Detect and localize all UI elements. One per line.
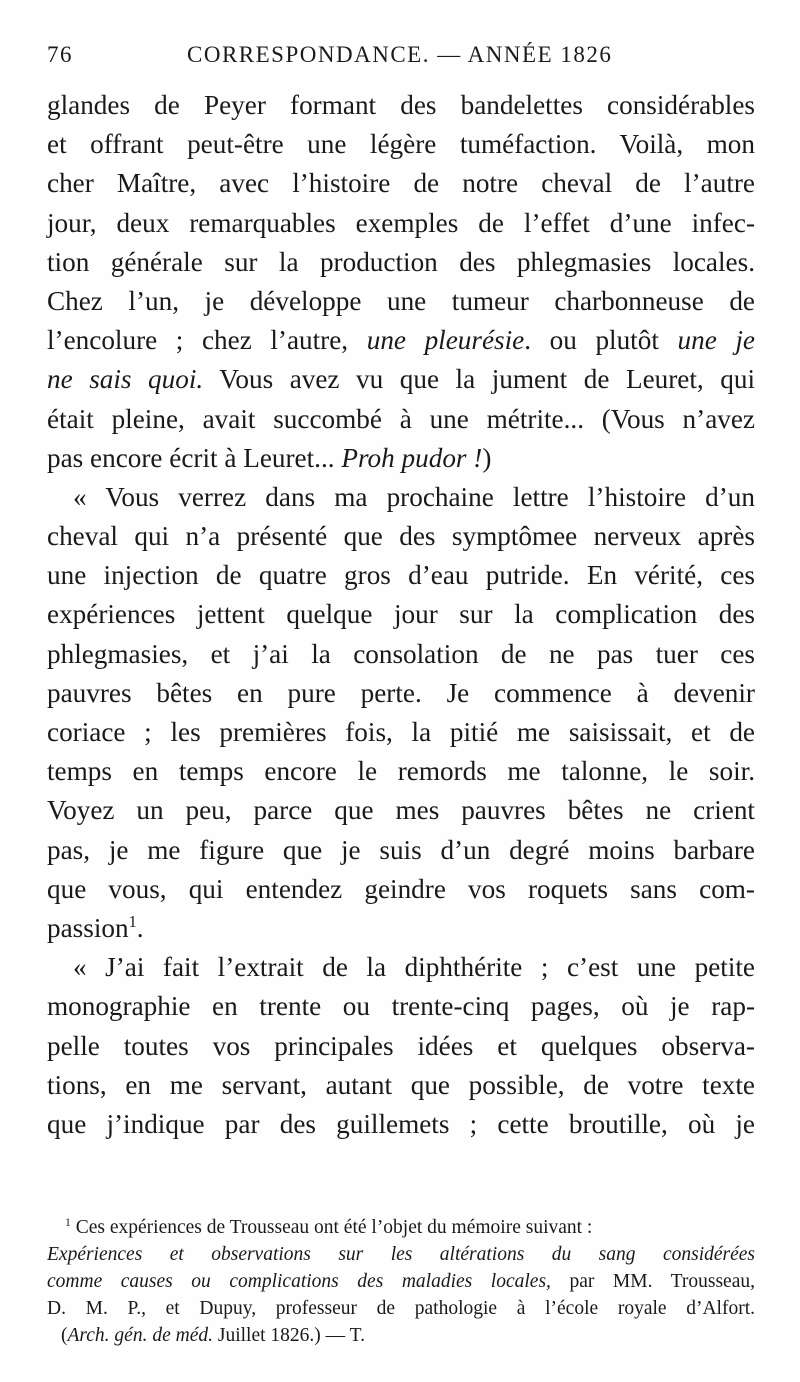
italic-run: ne sais quoi. — [47, 364, 204, 395]
text-run: passion — [47, 912, 129, 943]
text-run: ) — [482, 442, 492, 473]
italic-run: comme causes ou complications des maladies locales, — [47, 1271, 551, 1292]
text-line: Voyez un peu, parce que mes pauvres bêtes ne crient — [47, 795, 755, 826]
text-run: ( — [61, 1325, 68, 1346]
italic-run: Expériences et observations sur les altérations du sang considérées — [47, 1244, 755, 1265]
text-line — [47, 439, 755, 478]
text-line: expériences jettent quelque jour sur la complication des — [47, 599, 755, 630]
text-line: coriace ; les premières fois, la pitié me saisissait, et de — [47, 717, 755, 747]
text-line: que j’indique par des guillemets ; cette broutille, où je — [47, 1108, 755, 1139]
text-line: monographie en trente ou trente-cinq pages, où je rap- — [47, 991, 755, 1022]
text-line: était pleine, avait succombé à une métrite... (Vous n’avez — [47, 403, 755, 434]
italic-run: une pleurésie — [366, 325, 525, 356]
text-run: pas encore écrit à Leuret... — [47, 442, 335, 473]
text-line: glandes de Peyer formant des bandelettes considérables — [47, 90, 755, 120]
page-header — [47, 42, 747, 72]
footnote-line — [47, 1322, 755, 1349]
text-line: tions, en me servant, autant que possible, de votre texte — [47, 1069, 755, 1100]
text-line: « J’ai fait l’extrait de la diphthérite ; c’est une petite — [73, 952, 755, 983]
text-line: et offrant peut-être une légère tuméfaction. Voilà, mon — [47, 129, 755, 160]
footnote-line — [47, 1241, 755, 1268]
footnote-reference: 1 — [128, 912, 137, 932]
text-line: que vous, qui entendez geindre vos roquets sans com- — [47, 873, 755, 904]
text-run: par MM. Trousseau, — [569, 1271, 755, 1292]
footnote-marker: 1 — [65, 1215, 71, 1229]
text-line — [47, 909, 755, 948]
text-line: temps en temps encore le remords me talonne, le soir. — [47, 756, 755, 787]
text-line: cheval qui n’a présenté que des symptômee nerveux après — [47, 521, 755, 552]
text-line: phlegmasies, et j’ai la consolation de ne pas tuer ces — [47, 638, 755, 669]
footnote — [47, 1214, 755, 1349]
text-line — [47, 360, 755, 399]
text-run: Vous avez vu que la jument de Leuret, qui — [219, 364, 755, 395]
body-text — [47, 86, 755, 1144]
text-run: Ces expériences de Trousseau ont été l’objet du mémoire suivant : — [75, 1217, 593, 1238]
footnote-line — [47, 1268, 755, 1295]
text-run: . ou plutôt — [524, 325, 659, 356]
text-run: . — [136, 912, 144, 943]
italic-run: Proh pudor ! — [341, 442, 483, 473]
text-line: cher Maître, avec l’histoire de notre cheval de l’autre — [47, 168, 755, 199]
text-line: « Vous verrez dans ma prochaine lettre l’histoire d’un — [73, 481, 755, 512]
text-line: pelle toutes vos principales idées et quelques observa- — [47, 1030, 755, 1061]
text-line: Chez l’un, je développe une tumeur charbonneuse de — [47, 285, 755, 316]
italic-run: Arch. gén. de méd. — [67, 1325, 213, 1346]
footnote-line: D. M. P., et Dupuy, professeur de pathologie à l’école royale d’Alfort. — [47, 1298, 755, 1319]
text-line: tion générale sur la production des phlegmasies locales. — [47, 246, 755, 277]
text-line — [47, 321, 755, 360]
page-number: 76 — [47, 42, 73, 67]
text-run: l’encolure ; chez l’autre, — [47, 325, 349, 356]
italic-run: une je — [677, 325, 755, 356]
text-run: Juillet 1826.) — T. — [217, 1325, 366, 1346]
footnote-line — [47, 1214, 755, 1241]
text-line: une injection de quatre gros d’eau putride. En vérité, ces — [47, 560, 755, 591]
text-line: pauvres bêtes en pure perte. Je commence à devenir — [47, 677, 755, 708]
running-title: CORRESPONDANCE. — ANNÉE 1826 — [187, 42, 613, 67]
text-line: jour, deux remarquables exemples de l’effet d’une infec- — [47, 207, 755, 238]
text-line: pas, je me figure que je suis d’un degré moins barbare — [47, 834, 755, 865]
